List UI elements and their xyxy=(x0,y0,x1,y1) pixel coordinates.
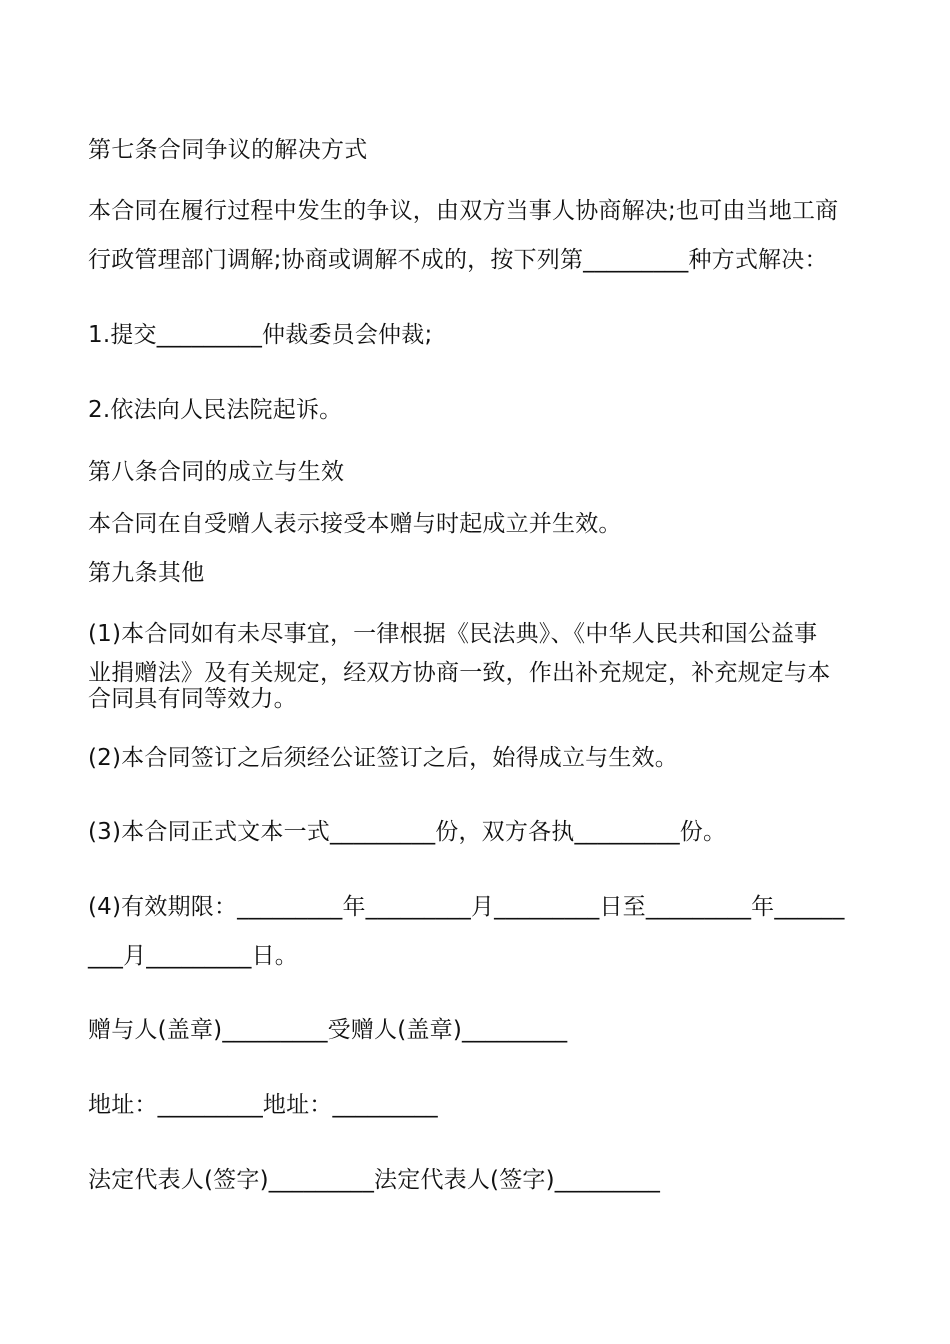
article-9-title: 第九条其他 xyxy=(88,560,205,586)
signature-donor-line: 赠与人(盖章)_________受赠人(盖章)_________ xyxy=(88,1017,568,1043)
article-7-paragraph-line-2: 行政管理部门调解;协商或调解不成的，按下列第_________种方式解决： xyxy=(88,247,828,273)
article-9-clause-3: (3)本合同正式文本一式_________份，双方各执_________份。 xyxy=(88,819,727,845)
article-8-title: 第八条合同的成立与生效 xyxy=(88,459,345,485)
article-7-paragraph-line-1: 本合同在履行过程中发生的争议，由双方当事人协商解决;也可由当地工商 xyxy=(88,198,839,224)
article-7-option-2: 2.依法向人民法院起诉。 xyxy=(88,397,343,423)
signature-representative-line: 法定代表人(签字)_________法定代表人(签字)_________ xyxy=(88,1167,661,1193)
article-9-clause-1-line-2: 业捐赠法》及有关规定，经双方协商一致，作出补充规定，补充规定与本 xyxy=(88,660,831,686)
article-7-title: 第七条合同争议的解决方式 xyxy=(88,137,368,163)
article-9-clause-4-line-1: (4)有效期限：_________年_________月_________日至_________年______ xyxy=(88,894,845,920)
signature-address-line: 地址：_________地址：_________ xyxy=(88,1092,438,1118)
article-9-clause-2: (2)本合同签订之后须经公证签订之后，始得成立与生效。 xyxy=(88,745,678,771)
article-9-clause-4-line-2: ___月_________日。 xyxy=(88,943,298,969)
article-9-clause-1-line-3: 合同具有同等效力。 xyxy=(88,686,297,712)
article-9-clause-1-line-1: (1)本合同如有未尽事宜，一律根据《民法典》、《中华人民共和国公益事 xyxy=(88,621,818,647)
article-8-paragraph: 本合同在自受赠人表示接受本赠与时起成立并生效。 xyxy=(88,511,622,537)
article-7-option-1: 1.提交_________仲裁委员会仲裁; xyxy=(88,322,433,348)
